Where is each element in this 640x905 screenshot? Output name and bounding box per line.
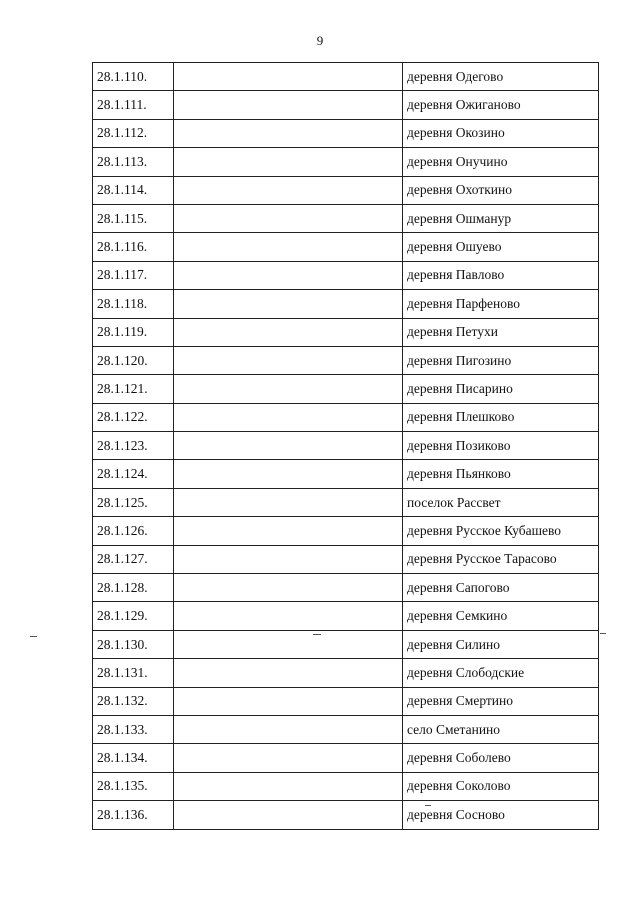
row-code-cell: 28.1.127. [93,545,174,573]
table-row [93,801,599,829]
table-row [93,63,599,91]
row-blank-cell [174,204,403,232]
table-row [93,460,599,488]
row-settlement-name-cell: деревня Писарино [403,375,599,403]
row-blank-cell [174,801,403,829]
row-code-cell: 28.1.132. [93,687,174,715]
table-row [93,715,599,743]
row-code-cell: 28.1.129. [93,602,174,630]
row-code-cell: 28.1.110. [93,63,174,91]
page-number: 9 [316,33,324,48]
row-settlement-name-cell: деревня Соболево [403,744,599,772]
row-code-cell: 28.1.112. [93,119,174,147]
row-code-cell: 28.1.113. [93,148,174,176]
table-row [93,261,599,289]
row-blank-cell [174,91,403,119]
row-settlement-name-cell: село Сметанино [403,715,599,743]
table-row [93,772,599,800]
row-settlement-name-cell: деревня Семкино [403,602,599,630]
row-settlement-name-cell: деревня Русское Кубашево [403,517,599,545]
row-settlement-name-cell: деревня Плешково [403,403,599,431]
row-code-cell: 28.1.128. [93,574,174,602]
row-settlement-name-cell: деревня Пьянково [403,460,599,488]
row-settlement-name-cell: деревня Петухи [403,318,599,346]
row-settlement-name-cell: деревня Ожиганово [403,91,599,119]
row-blank-cell [174,432,403,460]
row-code-cell: 28.1.124. [93,460,174,488]
row-settlement-name-cell: деревня Парфеново [403,290,599,318]
row-settlement-name-cell: деревня Позиково [403,432,599,460]
table-row [93,204,599,232]
row-settlement-name-cell: поселок Рассвет [403,488,599,516]
row-blank-cell [174,63,403,91]
row-code-cell: 28.1.135. [93,772,174,800]
table-row [93,91,599,119]
row-settlement-name-cell: деревня Ошуево [403,233,599,261]
row-code-cell: 28.1.121. [93,375,174,403]
row-code-cell: 28.1.114. [93,176,174,204]
row-code-cell: 28.1.122. [93,403,174,431]
row-settlement-name-cell: деревня Онучино [403,148,599,176]
row-blank-cell [174,233,403,261]
row-settlement-name-cell: деревня Силино [403,630,599,658]
row-blank-cell [174,574,403,602]
row-settlement-name-cell: деревня Русское Тарасово [403,545,599,573]
row-code-cell: 28.1.115. [93,204,174,232]
table-row [93,119,599,147]
row-settlement-name-cell: деревня Соколово [403,772,599,800]
table-row [93,687,599,715]
row-blank-cell [174,318,403,346]
scan-mark [313,634,321,635]
row-settlement-name-cell: деревня Сосново [403,801,599,829]
row-settlement-name-cell: деревня Охоткино [403,176,599,204]
row-blank-cell [174,630,403,658]
row-blank-cell [174,488,403,516]
row-code-cell: 28.1.136. [93,801,174,829]
row-code-cell: 28.1.116. [93,233,174,261]
row-blank-cell [174,744,403,772]
table-row [93,602,599,630]
row-blank-cell [174,119,403,147]
row-blank-cell [174,715,403,743]
row-blank-cell [174,176,403,204]
row-code-cell: 28.1.120. [93,346,174,374]
table-row [93,630,599,658]
row-blank-cell [174,545,403,573]
row-settlement-name-cell: деревня Ошманур [403,204,599,232]
row-blank-cell [174,687,403,715]
table-row [93,233,599,261]
table-row [93,290,599,318]
row-blank-cell [174,346,403,374]
settlement-table-body [93,63,599,830]
table-row [93,659,599,687]
row-code-cell: 28.1.131. [93,659,174,687]
row-settlement-name-cell: деревня Окозино [403,119,599,147]
row-blank-cell [174,602,403,630]
row-blank-cell [174,403,403,431]
row-blank-cell [174,517,403,545]
table-row [93,432,599,460]
row-code-cell: 28.1.133. [93,715,174,743]
row-code-cell: 28.1.111. [93,91,174,119]
row-settlement-name-cell: деревня Пигозино [403,346,599,374]
row-code-cell: 28.1.123. [93,432,174,460]
row-settlement-name-cell: деревня Слободские [403,659,599,687]
scan-mark [600,633,606,634]
row-code-cell: 28.1.118. [93,290,174,318]
scan-mark [30,636,37,637]
table-row [93,176,599,204]
row-blank-cell [174,290,403,318]
row-blank-cell [174,261,403,289]
table-row [93,346,599,374]
table-row [93,574,599,602]
row-settlement-name-cell: деревня Павлово [403,261,599,289]
row-blank-cell [174,772,403,800]
row-settlement-name-cell: деревня Сапогово [403,574,599,602]
table-row [93,403,599,431]
row-blank-cell [174,375,403,403]
row-code-cell: 28.1.126. [93,517,174,545]
table-row [93,375,599,403]
row-code-cell: 28.1.134. [93,744,174,772]
settlement-table [92,62,599,830]
row-code-cell: 28.1.119. [93,318,174,346]
table-row [93,488,599,516]
scan-mark [425,805,431,806]
table-row [93,517,599,545]
table-row [93,318,599,346]
row-settlement-name-cell: деревня Одегово [403,63,599,91]
table-row [93,148,599,176]
table-row [93,545,599,573]
row-blank-cell [174,460,403,488]
row-blank-cell [174,659,403,687]
table-row [93,744,599,772]
row-blank-cell [174,148,403,176]
row-code-cell: 28.1.130. [93,630,174,658]
row-code-cell: 28.1.117. [93,261,174,289]
row-settlement-name-cell: деревня Смертино [403,687,599,715]
row-code-cell: 28.1.125. [93,488,174,516]
